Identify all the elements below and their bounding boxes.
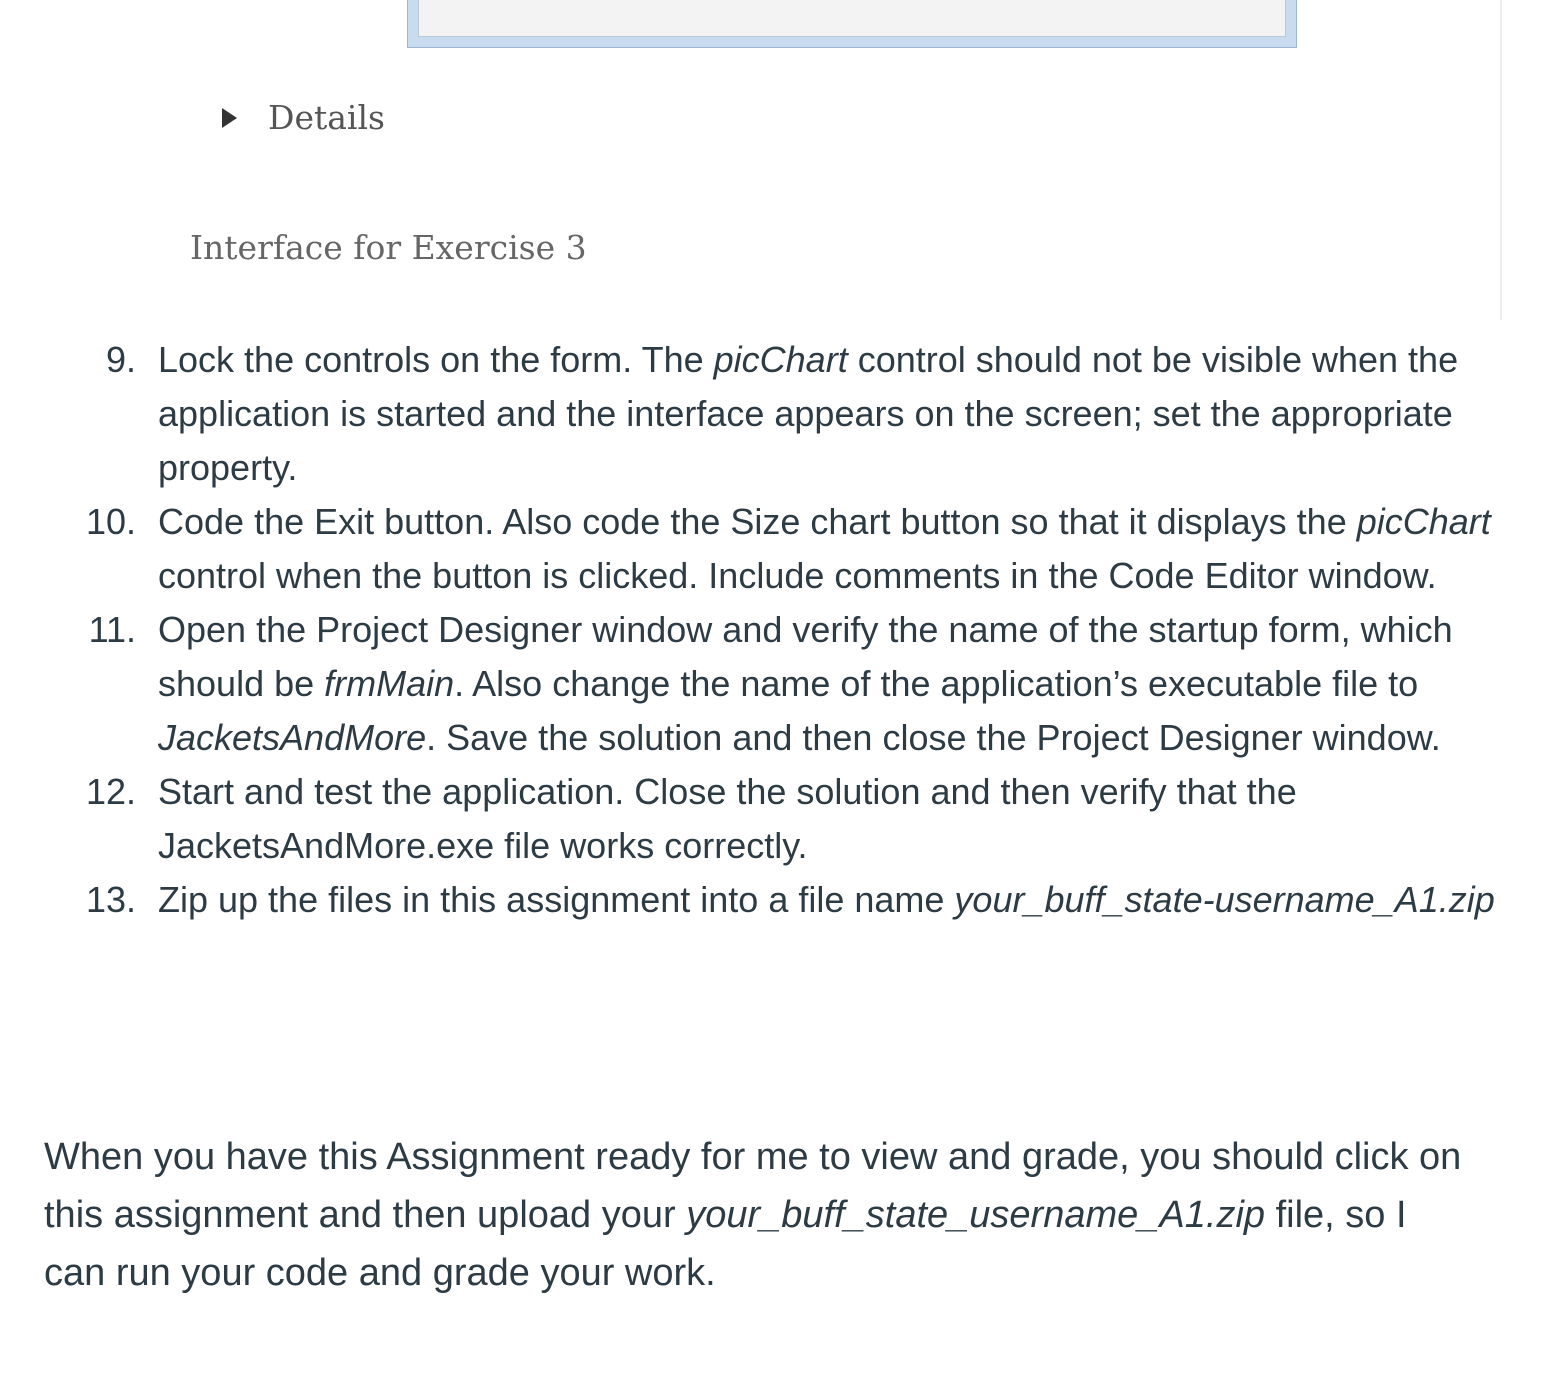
step-text: Lock the controls on the form. The: [158, 339, 714, 380]
step-item: [88, 603, 1498, 765]
zip-file-name: your_buff_state-username_A1.zip: [954, 879, 1495, 920]
executable-name: JacketsAndMore: [158, 717, 427, 758]
step-text: . Save the solution and then close the Project Designer window.: [426, 717, 1441, 758]
zip-file-name: your_buff_state_username_A1.zip: [686, 1194, 1266, 1236]
content-divider: [1500, 0, 1502, 320]
step-text: Zip up the files in this assignment into a file name: [158, 879, 955, 920]
details-toggle[interactable]: [222, 98, 385, 137]
step-text: control when the button is clicked. Include comments in the Code Editor window.: [158, 555, 1437, 596]
step-text: . Also change the name of the application’s executable file to: [454, 663, 1419, 704]
control-name: picChart: [1356, 501, 1491, 542]
step-text: Start and test the application. Close the solution and then verify that the JacketsAndMore.exe file works correctly.: [158, 771, 1297, 866]
step-number: 11.: [88, 609, 136, 650]
step-number: 9.: [105, 339, 136, 380]
step-text: Open the Project Designer window and verify the name of the startup form, which should be: [158, 609, 1453, 704]
step-number: 12.: [85, 771, 136, 812]
triangle-right-icon: [222, 108, 237, 128]
closing-text: file, so I can run your code and grade your work.: [44, 1194, 1407, 1294]
step-number: 13.: [85, 879, 136, 920]
step-item: [85, 495, 1498, 603]
figure-caption: Interface for Exercise 3: [190, 228, 587, 267]
form-name: frmMain: [324, 663, 455, 704]
step-number: 10.: [85, 501, 136, 542]
submission-instructions: [44, 1128, 1464, 1302]
control-name: Code the Exit button. Also code the Size chart button so that it displays the: [158, 501, 1357, 542]
details-label: Details: [268, 98, 385, 137]
step-item: [85, 765, 1498, 873]
step-item: [105, 333, 1498, 495]
step-item: [85, 873, 1498, 927]
step-text: control should not be visible when the application is started and the interface appears on the screen; set the appropriate property.: [158, 339, 1459, 488]
exercise-interface-image-panel: [418, 0, 1286, 37]
closing-text: When you have this Assignment ready for me to view and grade, you should click on this assignment and then upload your: [44, 1136, 1462, 1236]
exercise-interface-image: [407, 0, 1297, 48]
control-name: picChart: [713, 339, 848, 380]
instruction-steps: [85, 333, 1498, 927]
